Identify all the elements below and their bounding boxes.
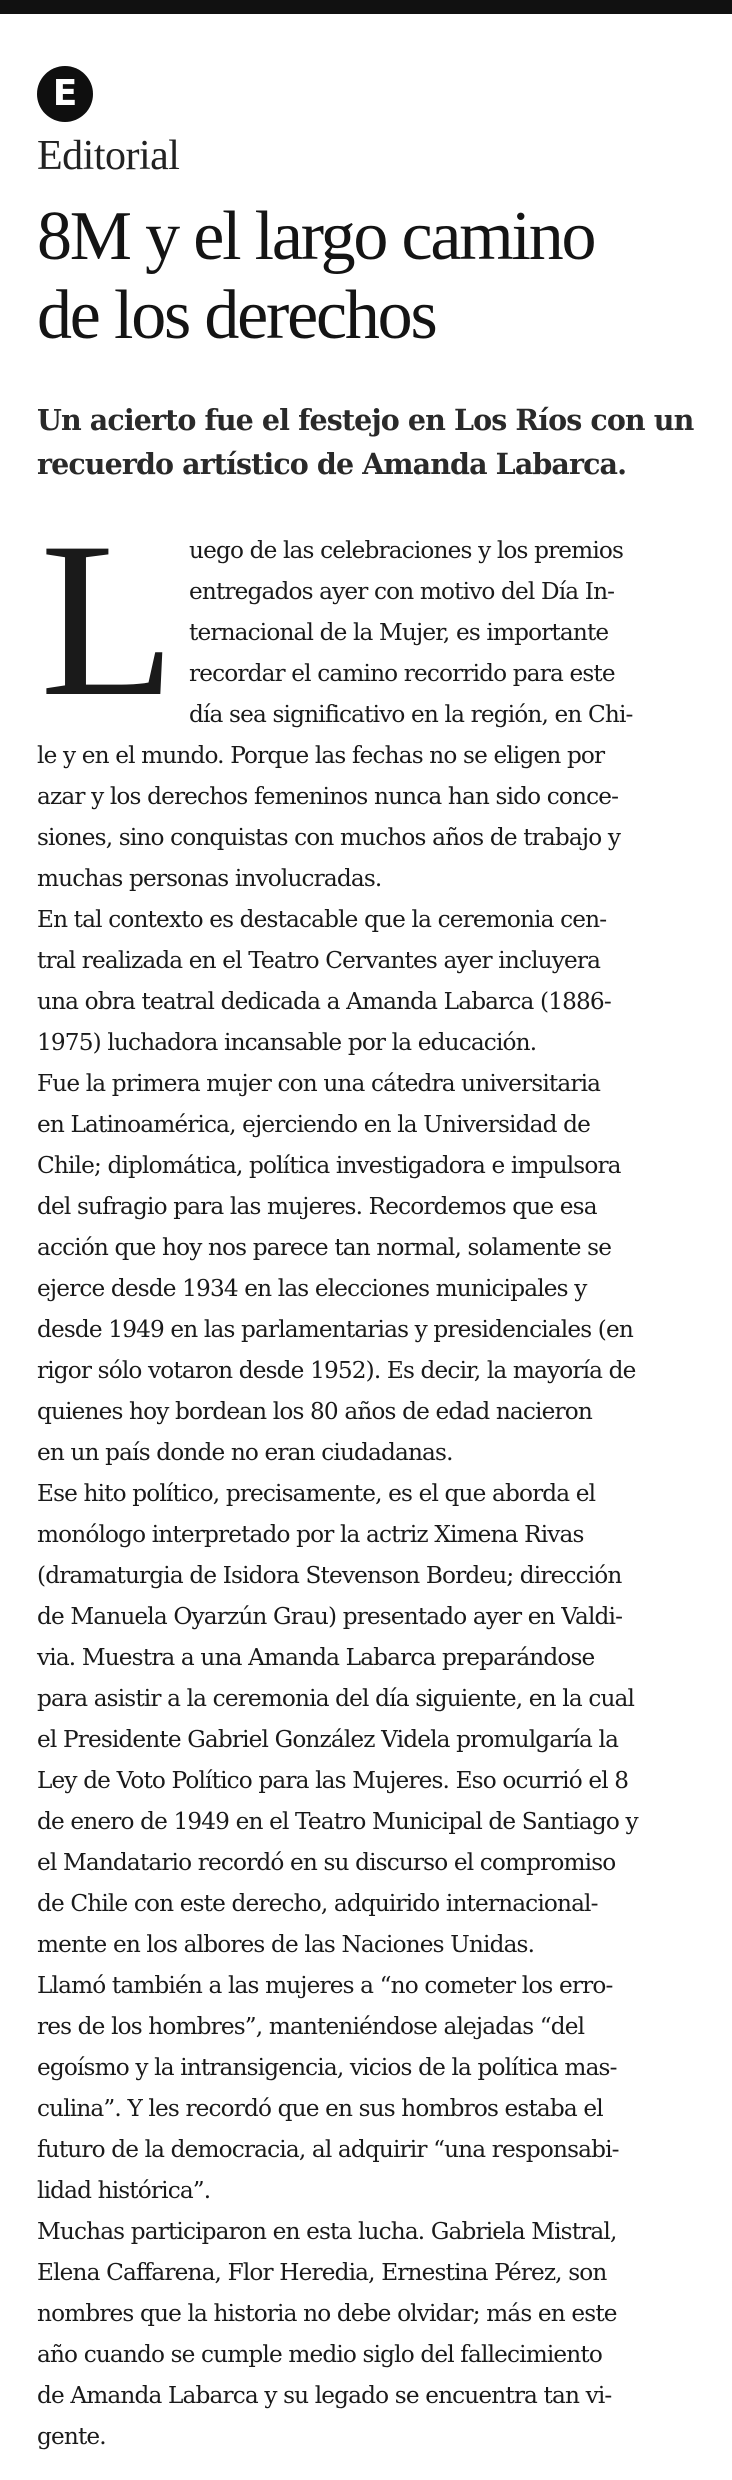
body-line: monólogo interpretado por la actriz Ximena Rivas bbox=[37, 1521, 584, 1548]
body-line: siones, sino conquistas con muchos años de trabajo y bbox=[37, 824, 621, 851]
deck-subtitle bbox=[37, 398, 727, 486]
body-line: una obra teatral dedicada a Amanda Labarca (1886- bbox=[37, 988, 611, 1015]
body-line: azar y los derechos femeninos nunca han sido conce- bbox=[37, 783, 619, 810]
drop-cap: L bbox=[40, 497, 176, 743]
headline bbox=[37, 197, 727, 355]
body-line: (dramaturgia de Isidora Stevenson Bordeu; dirección bbox=[37, 1562, 622, 1589]
body-line: día sea significativo en la región, en Chi- bbox=[189, 701, 633, 728]
body-line: Ley de Voto Político para las Mujeres. Eso ocurrió el 8 bbox=[37, 1767, 629, 1794]
body-line: 1975) luchadora incansable por la educación. bbox=[37, 1029, 537, 1056]
section-badge: E bbox=[37, 66, 93, 122]
deck-line: Un acierto fue el festejo en Los Ríos con un bbox=[37, 403, 694, 437]
body-line: para asistir a la ceremonia del día siguiente, en la cual bbox=[37, 1685, 635, 1712]
headline-line: 8M y el largo camino bbox=[37, 198, 595, 275]
body-line: desde 1949 en las parlamentarias y presidenciales (en bbox=[37, 1316, 633, 1343]
body-line: Llamó también a las mujeres a “no cometer los erro- bbox=[37, 1972, 613, 1999]
top-rule bbox=[0, 0, 732, 14]
body-line: ternacional de la Mujer, es importante bbox=[189, 619, 609, 646]
body-line: el Presidente Gabriel González Videla promulgaría la bbox=[37, 1726, 619, 1753]
body-line: en un país donde no eran ciudadanas. bbox=[37, 1439, 453, 1466]
headline-line: de los derechos bbox=[37, 277, 436, 354]
body-line: de Chile con este derecho, adquirido internacional- bbox=[37, 1890, 598, 1917]
body-line: recordar el camino recorrido para este bbox=[189, 660, 615, 687]
body-line: rigor sólo votaron desde 1952). Es decir, la mayoría de bbox=[37, 1357, 636, 1384]
body-line: muchas personas involucradas. bbox=[37, 865, 382, 892]
body-line: Ese hito político, precisamente, es el que aborda el bbox=[37, 1480, 596, 1507]
body-line: egoísmo y la intransigencia, vicios de la política mas- bbox=[37, 2054, 617, 2081]
body-line: Fue la primera mujer con una cátedra universitaria bbox=[37, 1070, 601, 1097]
body-line: en Latinoamérica, ejerciendo en la Universidad de bbox=[37, 1111, 590, 1138]
body-line: Elena Caffarena, Flor Heredia, Ernestina Pérez, son bbox=[37, 2259, 607, 2286]
body-line: ejerce desde 1934 en las elecciones municipales y bbox=[37, 1275, 587, 1302]
body-line: via. Muestra a una Amanda Labarca preparándose bbox=[37, 1644, 595, 1671]
body-line: mente en los albores de las Naciones Unidas. bbox=[37, 1931, 535, 1958]
body-line: uego de las celebraciones y los premios bbox=[189, 537, 624, 564]
body-line: de enero de 1949 en el Teatro Municipal de Santiago y bbox=[37, 1808, 638, 1835]
section-label: Editorial bbox=[37, 133, 180, 179]
body-line: año cuando se cumple medio siglo del fallecimiento bbox=[37, 2341, 602, 2368]
body-line: acción que hoy nos parece tan normal, solamente se bbox=[37, 1234, 612, 1261]
body-line: Muchas participaron en esta lucha. Gabriela Mistral, bbox=[37, 2218, 617, 2245]
body-line: gente. bbox=[37, 2423, 106, 2450]
body-line: nombres que la historia no debe olvidar; más en este bbox=[37, 2300, 617, 2327]
body-line: quienes hoy bordean los 80 años de edad nacieron bbox=[37, 1398, 592, 1425]
body-line: entregados ayer con motivo del Día In- bbox=[189, 578, 615, 605]
body-line: de Amanda Labarca y su legado se encuentra tan vi- bbox=[37, 2382, 612, 2409]
body-line: En tal contexto es destacable que la ceremonia cen- bbox=[37, 906, 607, 933]
body-line: futuro de la democracia, al adquirir “una responsabi- bbox=[37, 2136, 619, 2163]
body-line: culina”. Y les recordó que en sus hombros estaba el bbox=[37, 2095, 603, 2122]
body-line: tral realizada en el Teatro Cervantes ayer incluyera bbox=[37, 947, 601, 974]
body-line: lidad histórica”. bbox=[37, 2177, 211, 2204]
body-line: Chile; diplomática, política investigadora e impulsora bbox=[37, 1152, 621, 1179]
deck-line: recuerdo artístico de Amanda Labarca. bbox=[37, 447, 627, 481]
article-body bbox=[37, 530, 727, 2457]
body-line: el Mandatario recordó en su discurso el compromiso bbox=[37, 1849, 616, 1876]
body-line: le y en el mundo. Porque las fechas no se eligen por bbox=[37, 742, 605, 769]
body-line: de Manuela Oyarzún Grau) presentado ayer en Valdi- bbox=[37, 1603, 623, 1630]
body-line: res de los hombres”, manteniéndose alejadas “del bbox=[37, 2013, 585, 2040]
body-line: del sufragio para las mujeres. Recordemos que esa bbox=[37, 1193, 597, 1220]
